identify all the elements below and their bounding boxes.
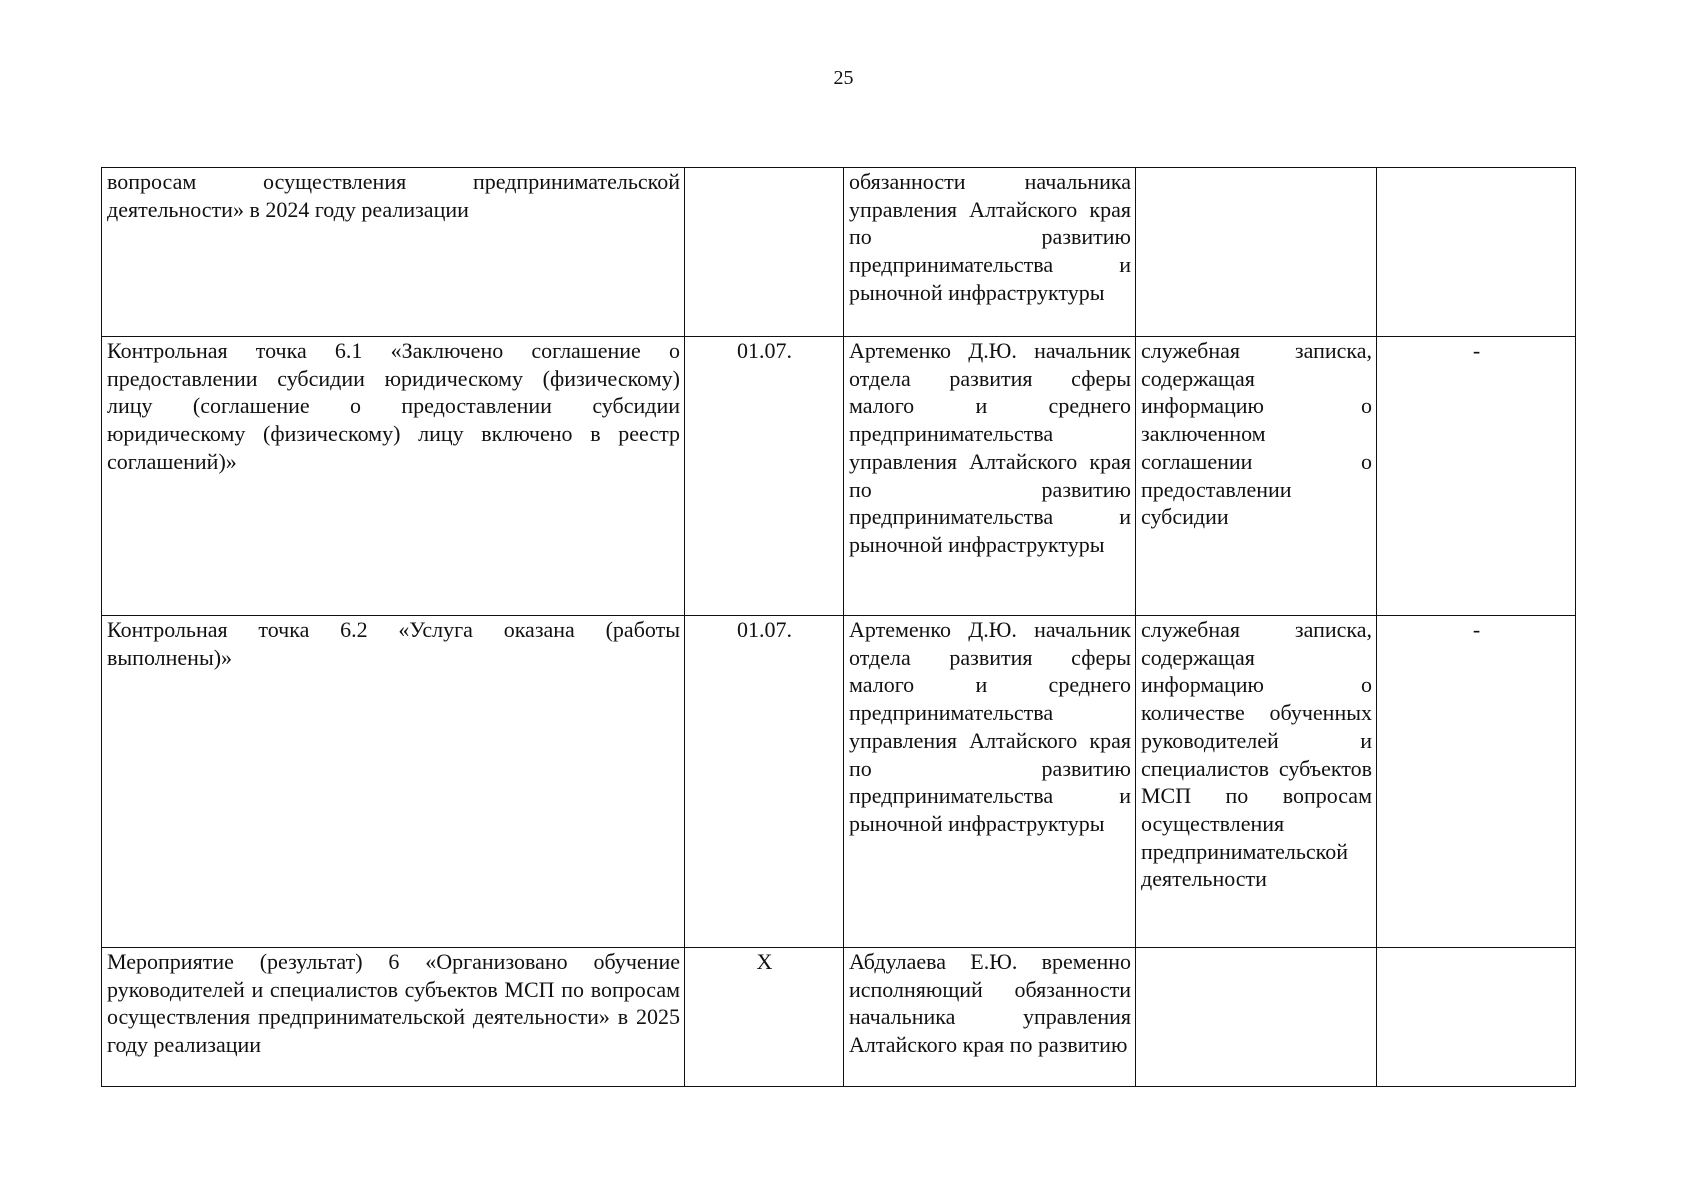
plan-table — [101, 167, 1576, 1087]
page-number: 25 — [833, 67, 854, 89]
note-cell — [1377, 168, 1576, 337]
document-cell: служебная записка, содержащая информацию о количестве обученных руководителей и специалистов субъектов МСП по вопросам осуществления предпринимательской деятельности — [1136, 616, 1377, 948]
note-cell — [1377, 948, 1576, 1087]
date-cell: X — [685, 948, 844, 1087]
note-cell: - — [1377, 616, 1576, 948]
note-cell: - — [1377, 337, 1576, 616]
document-cell: служебная записка, содержащая информацию о заключенном соглашении о предоставлении субсидии — [1136, 337, 1377, 616]
event-cell: Контрольная точка 6.2 «Услуга оказана (работы выполнены)» — [102, 616, 685, 948]
table-row — [102, 168, 1576, 337]
event-cell: Контрольная точка 6.1 «Заключено соглашение о предоставлении субсидии юридическому (физическому) лицу (соглашение о предоставлении субсидии юридическому (физическому) лицу включено в реестр соглашений)» — [102, 337, 685, 616]
table-row — [102, 948, 1576, 1087]
document-cell — [1136, 168, 1377, 337]
date-cell: 01.07. — [685, 616, 844, 948]
event-cell: Мероприятие (результат) 6 «Организовано обучение руководителей и специалистов субъектов МСП по вопросам осуществления предпринимательской деятельности» в 2025 году реализации — [102, 948, 685, 1087]
date-cell — [685, 168, 844, 337]
responsible-cell: Артеменко Д.Ю. начальник отдела развития сферы малого и среднего предпринимательства управления Алтайского края по развитию предпринимательства и рыночной инфраструктуры — [844, 337, 1136, 616]
responsible-cell: обязанности начальника управления Алтайского края по развитию предпринимательства и рыночной инфраструктуры — [844, 168, 1136, 337]
date-cell: 01.07. — [685, 337, 844, 616]
table-row — [102, 337, 1576, 616]
event-cell: вопросам осуществления предпринимательской деятельности» в 2024 году реализации — [102, 168, 685, 337]
table-row — [102, 616, 1576, 948]
document-cell — [1136, 948, 1377, 1087]
responsible-cell: Артеменко Д.Ю. начальник отдела развития сферы малого и среднего предпринимательства управления Алтайского края по развитию предпринимательства и рыночной инфраструктуры — [844, 616, 1136, 948]
responsible-cell: Абдулаева Е.Ю. временно исполняющий обязанности начальника управления Алтайского края по развитию — [844, 948, 1136, 1087]
